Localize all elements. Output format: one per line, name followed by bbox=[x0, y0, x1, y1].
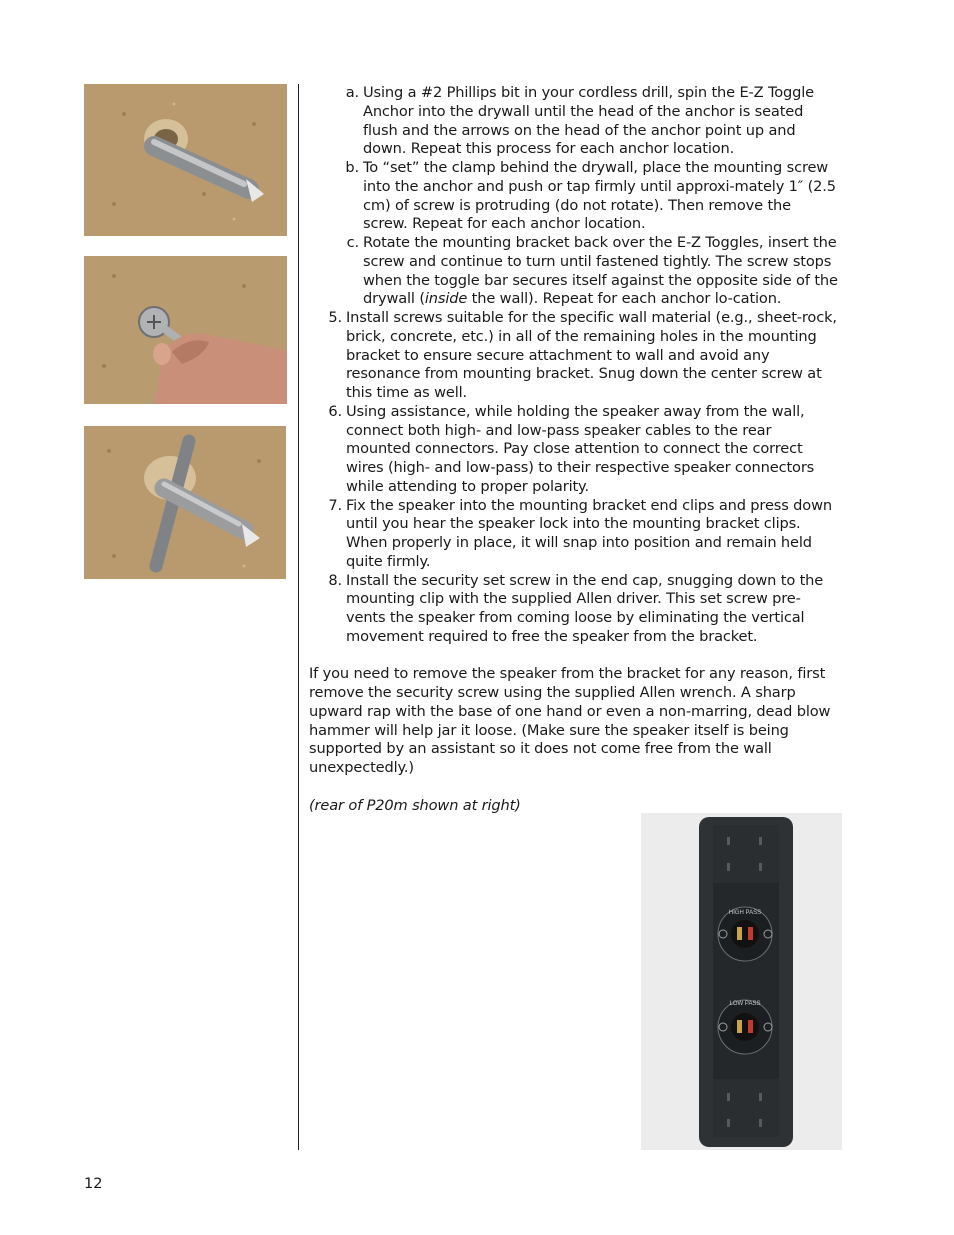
photo-speaker-rear bbox=[641, 813, 842, 1150]
sub-step-a bbox=[309, 84, 839, 159]
step-text: Using a #2 Phillips bit in your cordless drill, spin the E-Z Toggle Anchor into the drywall until the head of the anchor is seated flush and the arrows on the head of the anchor point up and down. Repeat this process for each anchor location. bbox=[363, 84, 815, 158]
step-label: a. bbox=[345, 84, 359, 101]
step-6 bbox=[309, 403, 839, 497]
low-pass-label: LOW PASS bbox=[729, 1001, 761, 1007]
step-label: 7. bbox=[328, 496, 342, 514]
step-text: Using assistance, while holding the speaker away from the wall, connect both high- and low-pass speaker cables to the rear mounted connectors. Pay close attention to connect the correct wires (high- and low-pass) to their respective speaker connectors while attending to proper polarity. bbox=[346, 402, 815, 495]
photo-toggle-set bbox=[84, 426, 286, 579]
step-label: 6. bbox=[328, 402, 342, 420]
step-7 bbox=[309, 497, 839, 572]
photo-anchor-drilled bbox=[84, 84, 287, 236]
sub-step-c bbox=[309, 234, 839, 309]
instruction-column bbox=[309, 84, 839, 815]
step-text: Install screws suitable for the specific wall material (e.g., sheet-rock, brick, concrete, etc.) in all of the remaining holes in the mounting bracket to ensure secure attachment to wall and avoid any resonance from mounting bracket. Snug down the center screw at this time as well. bbox=[346, 309, 837, 401]
photo-caption: (rear of P20m shown at right) bbox=[309, 796, 521, 814]
step-text: To “set” the clamp behind the drywall, place the mounting screw into the anchor and push or tap firmly until approxi-mately 1″ (2.5 cm) of screw is protruding (do not rotate). Then remove the screw. Repeat for each anchor location. bbox=[363, 159, 836, 233]
column-divider bbox=[298, 84, 299, 1150]
step-text-before: Rotate the mounting bracket back over the E-Z Toggles, insert the screw and continue to turn until fastened tightly. The screw stops when the toggle bar secures itself against the opposite side of the drywall ( bbox=[363, 234, 838, 308]
step-text: Fix the speaker into the mounting bracket end clips and press down until you hear the speaker lock into the mounting bracket clips. When properly in place, it will snap into position and remain held quite firmly. bbox=[346, 496, 832, 570]
page-number: 12 bbox=[84, 1175, 103, 1192]
photo-screw-inserted bbox=[84, 256, 287, 404]
step-text: Install the security set screw in the end cap, snugging down to the mounting clip with the supplied Allen driver. This set screw pre-vents the speaker from coming loose by eliminating the vertical movement required to free the speaker from the bracket. bbox=[346, 571, 824, 645]
step-label: b. bbox=[345, 159, 359, 176]
step-label: c. bbox=[346, 234, 359, 251]
step-label: 8. bbox=[328, 571, 342, 589]
step-text-after: the wall). Repeat for each anchor lo-cation. bbox=[467, 290, 782, 308]
removal-paragraph: If you need to remove the speaker from the bracket for any reason, first remove the security screw using the supplied Allen wrench. A sharp upward rap with the base of one hand or even a non-marring, dead blow hammer will help jar it loose. (Make sure the speaker itself is being supported by an assistant so it does not come free from the wall unexpectedly.) bbox=[309, 665, 831, 776]
step-5 bbox=[309, 309, 839, 403]
step-text bbox=[363, 234, 838, 307]
high-pass-label: HIGH PASS bbox=[728, 910, 762, 916]
sub-step-b bbox=[309, 159, 839, 234]
step-text-emphasis: inside bbox=[424, 290, 468, 308]
step-label: 5. bbox=[328, 309, 342, 326]
step-8 bbox=[309, 572, 839, 647]
